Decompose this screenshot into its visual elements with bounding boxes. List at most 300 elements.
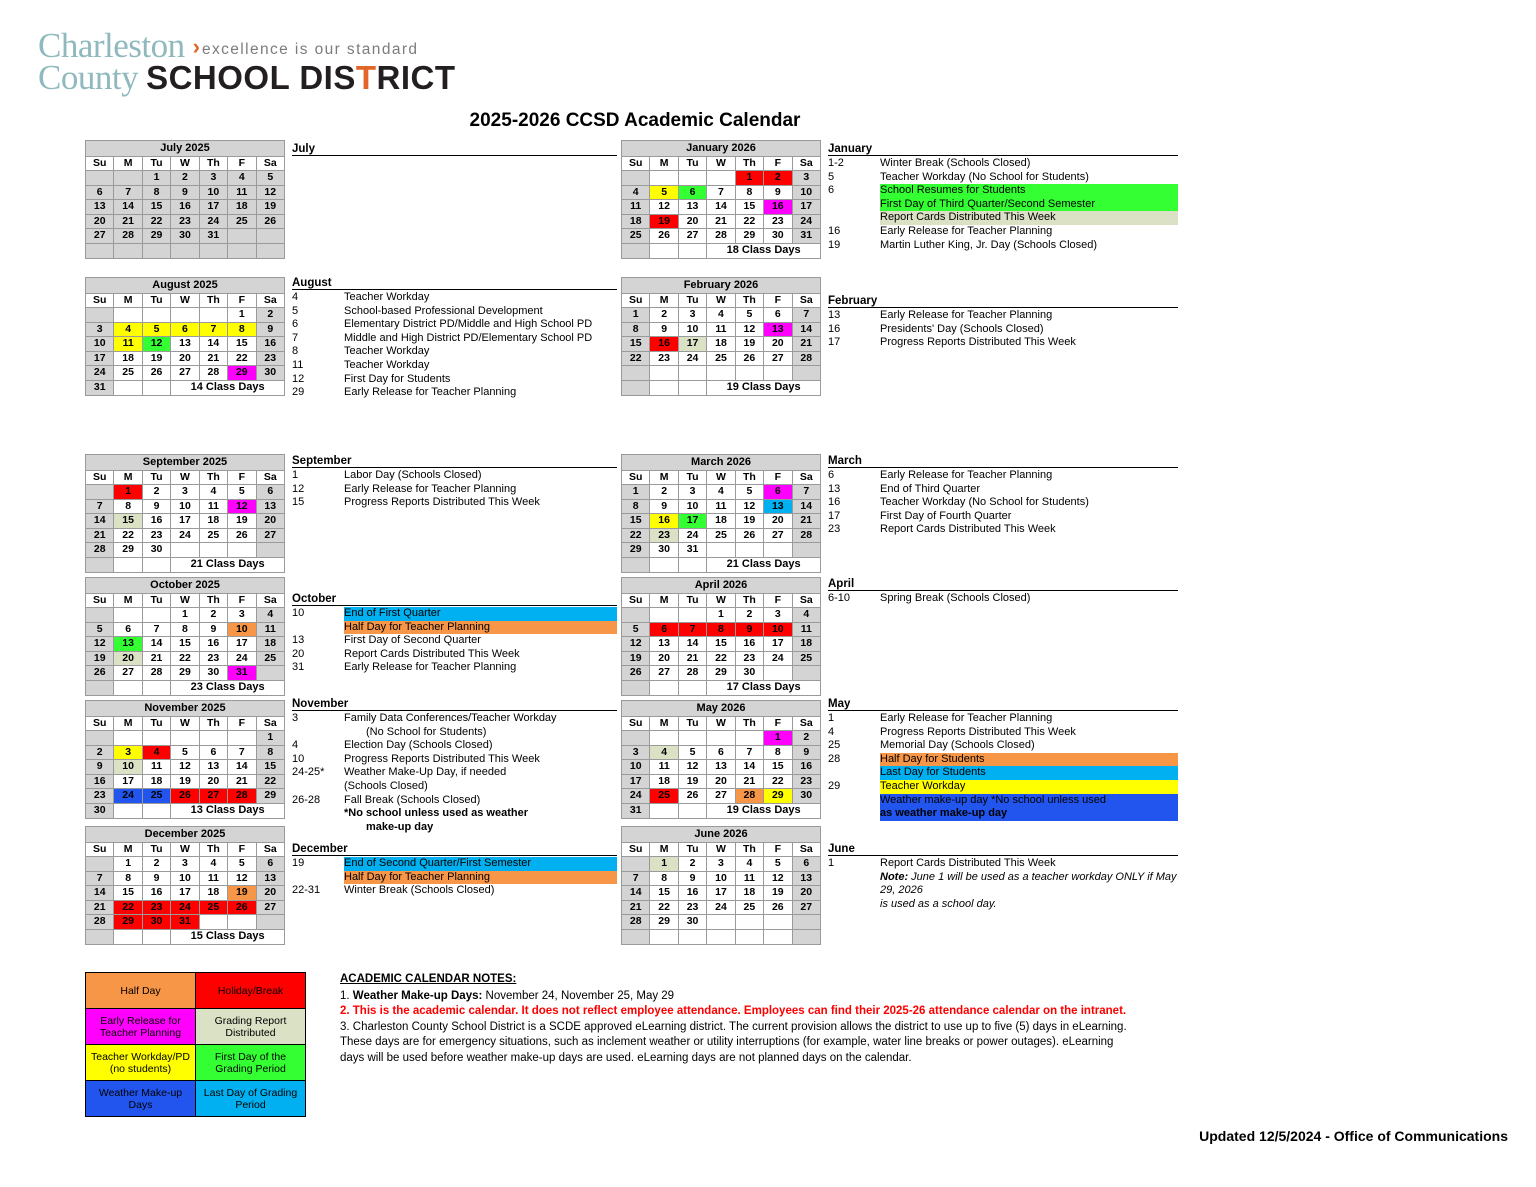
day-cell[interactable]: 26 xyxy=(256,214,284,229)
day-cell[interactable]: 28 xyxy=(86,543,114,558)
day-cell[interactable]: 25 xyxy=(199,900,227,915)
day-cell[interactable]: 25 xyxy=(228,214,256,229)
day-cell[interactable]: 26 xyxy=(650,229,678,244)
day-cell[interactable]: 10 xyxy=(228,622,256,637)
day-cell[interactable]: 21 xyxy=(735,774,763,789)
day-cell[interactable]: 16 xyxy=(142,514,170,529)
day-cell[interactable]: 1 xyxy=(114,857,142,872)
day-cell[interactable]: 24 xyxy=(171,900,199,915)
day-cell[interactable]: 11 xyxy=(707,322,735,337)
day-cell[interactable]: 7 xyxy=(622,871,650,886)
day-cell[interactable]: 30 xyxy=(256,366,284,381)
day-cell[interactable]: 10 xyxy=(171,871,199,886)
day-cell[interactable]: 14 xyxy=(228,760,256,775)
day-cell[interactable]: 4 xyxy=(707,308,735,323)
day-cell[interactable]: 9 xyxy=(142,871,170,886)
day-cell[interactable]: 28 xyxy=(199,366,227,381)
day-cell[interactable]: 27 xyxy=(792,900,820,915)
day-cell[interactable]: 29 xyxy=(114,915,142,930)
day-cell[interactable]: 8 xyxy=(764,745,792,760)
day-cell[interactable]: 11 xyxy=(792,622,820,637)
day-cell[interactable]: 20 xyxy=(792,886,820,901)
day-cell[interactable]: 21 xyxy=(228,774,256,789)
day-cell[interactable]: 26 xyxy=(228,900,256,915)
day-cell[interactable]: 24 xyxy=(707,900,735,915)
day-cell[interactable]: 3 xyxy=(171,857,199,872)
day-cell[interactable]: 19 xyxy=(171,774,199,789)
day-cell[interactable]: 1 xyxy=(735,171,763,186)
day-cell[interactable]: 16 xyxy=(792,760,820,775)
day-cell[interactable]: 13 xyxy=(707,760,735,775)
day-cell[interactable]: 5 xyxy=(228,857,256,872)
day-cell[interactable]: 9 xyxy=(142,499,170,514)
day-cell[interactable]: 20 xyxy=(764,337,792,352)
day-cell[interactable]: 8 xyxy=(228,322,256,337)
day-cell[interactable]: 17 xyxy=(622,774,650,789)
day-cell[interactable]: 26 xyxy=(735,351,763,366)
day-cell[interactable]: 28 xyxy=(228,789,256,804)
day-cell[interactable]: 20 xyxy=(199,774,227,789)
day-cell[interactable]: 7 xyxy=(199,322,227,337)
day-cell[interactable]: 2 xyxy=(678,857,706,872)
day-cell[interactable]: 11 xyxy=(114,337,142,352)
day-cell[interactable]: 13 xyxy=(650,637,678,652)
day-cell[interactable]: 8 xyxy=(622,499,650,514)
day-cell[interactable]: 25 xyxy=(256,651,284,666)
day-cell[interactable]: 22 xyxy=(735,214,763,229)
day-cell[interactable]: 15 xyxy=(114,514,142,529)
day-cell[interactable]: 28 xyxy=(86,915,114,930)
day-cell[interactable]: 2 xyxy=(650,485,678,500)
day-cell[interactable]: 14 xyxy=(86,514,114,529)
day-cell[interactable]: 21 xyxy=(114,214,142,229)
day-cell[interactable]: 30 xyxy=(678,915,706,930)
day-cell[interactable]: 26 xyxy=(171,789,199,804)
day-cell[interactable]: 27 xyxy=(256,900,284,915)
day-cell[interactable]: 10 xyxy=(171,499,199,514)
day-cell[interactable]: 22 xyxy=(764,774,792,789)
day-cell[interactable]: 25 xyxy=(707,351,735,366)
day-cell[interactable]: 30 xyxy=(199,666,227,681)
day-cell[interactable]: 22 xyxy=(622,351,650,366)
day-cell[interactable]: 27 xyxy=(114,666,142,681)
day-cell[interactable]: 22 xyxy=(114,528,142,543)
day-cell[interactable]: 6 xyxy=(86,185,114,200)
day-cell[interactable]: 7 xyxy=(86,499,114,514)
day-cell[interactable]: 29 xyxy=(114,543,142,558)
day-cell[interactable]: 5 xyxy=(256,171,284,186)
day-cell[interactable]: 11 xyxy=(735,871,763,886)
day-cell[interactable]: 7 xyxy=(142,622,170,637)
day-cell[interactable]: 21 xyxy=(707,214,735,229)
day-cell[interactable]: 3 xyxy=(678,485,706,500)
day-cell[interactable]: 22 xyxy=(142,214,170,229)
day-cell[interactable]: 3 xyxy=(764,608,792,623)
day-cell[interactable]: 12 xyxy=(228,871,256,886)
day-cell[interactable]: 18 xyxy=(256,637,284,652)
day-cell[interactable]: 23 xyxy=(256,351,284,366)
day-cell[interactable]: 23 xyxy=(171,214,199,229)
day-cell[interactable]: 10 xyxy=(199,185,227,200)
day-cell[interactable]: 21 xyxy=(86,900,114,915)
day-cell[interactable]: 16 xyxy=(735,637,763,652)
day-cell[interactable]: 19 xyxy=(735,514,763,529)
day-cell[interactable]: 7 xyxy=(228,745,256,760)
day-cell[interactable]: 16 xyxy=(650,514,678,529)
day-cell[interactable]: 23 xyxy=(735,651,763,666)
day-cell[interactable]: 26 xyxy=(142,366,170,381)
day-cell[interactable]: 6 xyxy=(114,622,142,637)
day-cell[interactable]: 2 xyxy=(86,745,114,760)
day-cell[interactable]: 25 xyxy=(622,229,650,244)
day-cell[interactable]: 1 xyxy=(114,485,142,500)
day-cell[interactable]: 17 xyxy=(678,337,706,352)
day-cell[interactable]: 1 xyxy=(764,731,792,746)
day-cell[interactable]: 18 xyxy=(650,774,678,789)
day-cell[interactable]: 13 xyxy=(256,499,284,514)
day-cell[interactable]: 6 xyxy=(764,308,792,323)
day-cell[interactable]: 12 xyxy=(228,499,256,514)
day-cell[interactable]: 14 xyxy=(678,637,706,652)
day-cell[interactable]: 17 xyxy=(171,514,199,529)
day-cell[interactable]: 21 xyxy=(678,651,706,666)
day-cell[interactable]: 12 xyxy=(735,499,763,514)
day-cell[interactable]: 8 xyxy=(707,622,735,637)
day-cell[interactable]: 6 xyxy=(678,185,706,200)
day-cell[interactable]: 23 xyxy=(650,351,678,366)
day-cell[interactable]: 5 xyxy=(650,185,678,200)
day-cell[interactable]: 22 xyxy=(171,651,199,666)
day-cell[interactable]: 17 xyxy=(114,774,142,789)
day-cell[interactable]: 13 xyxy=(764,322,792,337)
day-cell[interactable]: 24 xyxy=(678,351,706,366)
day-cell[interactable]: 16 xyxy=(199,637,227,652)
day-cell[interactable]: 28 xyxy=(792,528,820,543)
day-cell[interactable]: 9 xyxy=(678,871,706,886)
day-cell[interactable]: 19 xyxy=(764,886,792,901)
day-cell[interactable]: 16 xyxy=(256,337,284,352)
day-cell[interactable]: 22 xyxy=(228,351,256,366)
day-cell[interactable]: 20 xyxy=(114,651,142,666)
day-cell[interactable]: 5 xyxy=(622,622,650,637)
day-cell[interactable]: 3 xyxy=(86,322,114,337)
day-cell[interactable]: 14 xyxy=(792,499,820,514)
day-cell[interactable]: 4 xyxy=(114,322,142,337)
day-cell[interactable]: 14 xyxy=(114,200,142,215)
day-cell[interactable]: 11 xyxy=(199,871,227,886)
day-cell[interactable]: 31 xyxy=(171,915,199,930)
day-cell[interactable]: 18 xyxy=(707,514,735,529)
day-cell[interactable]: 2 xyxy=(256,308,284,323)
day-cell[interactable]: 29 xyxy=(622,543,650,558)
day-cell[interactable]: 5 xyxy=(86,622,114,637)
day-cell[interactable]: 11 xyxy=(650,760,678,775)
day-cell[interactable]: 11 xyxy=(142,760,170,775)
day-cell[interactable]: 2 xyxy=(735,608,763,623)
day-cell[interactable]: 24 xyxy=(622,789,650,804)
day-cell[interactable]: 28 xyxy=(792,351,820,366)
day-cell[interactable]: 27 xyxy=(171,366,199,381)
day-cell[interactable]: 20 xyxy=(86,214,114,229)
day-cell[interactable]: 24 xyxy=(86,366,114,381)
day-cell[interactable]: 12 xyxy=(171,760,199,775)
day-cell[interactable]: 28 xyxy=(142,666,170,681)
day-cell[interactable]: 23 xyxy=(764,214,792,229)
day-cell[interactable]: 23 xyxy=(792,774,820,789)
day-cell[interactable]: 22 xyxy=(114,900,142,915)
day-cell[interactable]: 1 xyxy=(256,731,284,746)
day-cell[interactable]: 1 xyxy=(650,857,678,872)
day-cell[interactable]: 5 xyxy=(228,485,256,500)
day-cell[interactable]: 26 xyxy=(735,528,763,543)
day-cell[interactable]: 19 xyxy=(735,337,763,352)
day-cell[interactable]: 13 xyxy=(792,871,820,886)
day-cell[interactable]: 17 xyxy=(199,200,227,215)
day-cell[interactable]: 6 xyxy=(256,857,284,872)
day-cell[interactable]: 4 xyxy=(707,485,735,500)
day-cell[interactable]: 4 xyxy=(622,185,650,200)
day-cell[interactable]: 25 xyxy=(114,366,142,381)
day-cell[interactable]: 9 xyxy=(256,322,284,337)
day-cell[interactable]: 21 xyxy=(792,337,820,352)
day-cell[interactable]: 17 xyxy=(171,886,199,901)
day-cell[interactable]: 23 xyxy=(86,789,114,804)
day-cell[interactable]: 12 xyxy=(764,871,792,886)
day-cell[interactable]: 4 xyxy=(256,608,284,623)
day-cell[interactable]: 29 xyxy=(707,666,735,681)
day-cell[interactable]: 11 xyxy=(199,499,227,514)
day-cell[interactable]: 8 xyxy=(114,499,142,514)
day-cell[interactable]: 15 xyxy=(650,886,678,901)
day-cell[interactable]: 19 xyxy=(142,351,170,366)
day-cell[interactable]: 23 xyxy=(650,528,678,543)
day-cell[interactable]: 16 xyxy=(678,886,706,901)
day-cell[interactable]: 25 xyxy=(199,528,227,543)
day-cell[interactable]: 19 xyxy=(650,214,678,229)
day-cell[interactable]: 30 xyxy=(650,543,678,558)
day-cell[interactable]: 19 xyxy=(678,774,706,789)
day-cell[interactable]: 18 xyxy=(228,200,256,215)
day-cell[interactable]: 1 xyxy=(622,308,650,323)
day-cell[interactable]: 19 xyxy=(256,200,284,215)
day-cell[interactable]: 12 xyxy=(735,322,763,337)
day-cell[interactable]: 28 xyxy=(678,666,706,681)
day-cell[interactable]: 13 xyxy=(256,871,284,886)
day-cell[interactable]: 9 xyxy=(764,185,792,200)
day-cell[interactable]: 31 xyxy=(228,666,256,681)
day-cell[interactable]: 15 xyxy=(256,760,284,775)
day-cell[interactable]: 21 xyxy=(86,528,114,543)
day-cell[interactable]: 17 xyxy=(228,637,256,652)
day-cell[interactable]: 18 xyxy=(199,514,227,529)
day-cell[interactable]: 15 xyxy=(228,337,256,352)
day-cell[interactable]: 30 xyxy=(792,789,820,804)
day-cell[interactable]: 25 xyxy=(142,789,170,804)
day-cell[interactable]: 14 xyxy=(735,760,763,775)
day-cell[interactable]: 9 xyxy=(199,622,227,637)
day-cell[interactable]: 27 xyxy=(707,789,735,804)
day-cell[interactable]: 18 xyxy=(114,351,142,366)
day-cell[interactable]: 20 xyxy=(171,351,199,366)
day-cell[interactable]: 28 xyxy=(735,789,763,804)
day-cell[interactable]: 6 xyxy=(650,622,678,637)
day-cell[interactable]: 17 xyxy=(792,200,820,215)
day-cell[interactable]: 6 xyxy=(764,485,792,500)
day-cell[interactable]: 30 xyxy=(142,543,170,558)
day-cell[interactable]: 26 xyxy=(228,528,256,543)
day-cell[interactable]: 22 xyxy=(650,900,678,915)
day-cell[interactable]: 4 xyxy=(199,485,227,500)
day-cell[interactable]: 11 xyxy=(256,622,284,637)
day-cell[interactable]: 21 xyxy=(622,900,650,915)
day-cell[interactable]: 27 xyxy=(86,229,114,244)
day-cell[interactable]: 5 xyxy=(678,745,706,760)
day-cell[interactable]: 8 xyxy=(735,185,763,200)
day-cell[interactable]: 10 xyxy=(678,322,706,337)
day-cell[interactable]: 24 xyxy=(678,528,706,543)
day-cell[interactable]: 18 xyxy=(199,886,227,901)
day-cell[interactable]: 12 xyxy=(650,200,678,215)
day-cell[interactable]: 2 xyxy=(792,731,820,746)
day-cell[interactable]: 13 xyxy=(678,200,706,215)
day-cell[interactable]: 24 xyxy=(228,651,256,666)
day-cell[interactable]: 18 xyxy=(142,774,170,789)
day-cell[interactable]: 25 xyxy=(792,651,820,666)
day-cell[interactable]: 24 xyxy=(764,651,792,666)
day-cell[interactable]: 6 xyxy=(171,322,199,337)
day-cell[interactable]: 30 xyxy=(86,804,114,819)
day-cell[interactable]: 21 xyxy=(142,651,170,666)
day-cell[interactable]: 15 xyxy=(114,886,142,901)
day-cell[interactable]: 7 xyxy=(678,622,706,637)
day-cell[interactable]: 26 xyxy=(622,666,650,681)
day-cell[interactable]: 10 xyxy=(792,185,820,200)
day-cell[interactable]: 18 xyxy=(707,337,735,352)
day-cell[interactable]: 3 xyxy=(707,857,735,872)
day-cell[interactable]: 17 xyxy=(764,637,792,652)
day-cell[interactable]: 12 xyxy=(86,637,114,652)
day-cell[interactable]: 1 xyxy=(707,608,735,623)
day-cell[interactable]: 27 xyxy=(650,666,678,681)
day-cell[interactable]: 4 xyxy=(142,745,170,760)
day-cell[interactable]: 8 xyxy=(622,322,650,337)
day-cell[interactable]: 3 xyxy=(228,608,256,623)
day-cell[interactable]: 18 xyxy=(792,637,820,652)
day-cell[interactable]: 3 xyxy=(171,485,199,500)
day-cell[interactable]: 16 xyxy=(650,337,678,352)
day-cell[interactable]: 7 xyxy=(707,185,735,200)
day-cell[interactable]: 18 xyxy=(622,214,650,229)
day-cell[interactable]: 16 xyxy=(142,886,170,901)
day-cell[interactable]: 7 xyxy=(114,185,142,200)
day-cell[interactable]: 9 xyxy=(171,185,199,200)
day-cell[interactable]: 3 xyxy=(792,171,820,186)
day-cell[interactable]: 26 xyxy=(678,789,706,804)
day-cell[interactable]: 2 xyxy=(764,171,792,186)
day-cell[interactable]: 3 xyxy=(622,745,650,760)
day-cell[interactable]: 12 xyxy=(256,185,284,200)
day-cell[interactable]: 10 xyxy=(678,499,706,514)
day-cell[interactable]: 15 xyxy=(764,760,792,775)
day-cell[interactable]: 8 xyxy=(171,622,199,637)
day-cell[interactable]: 7 xyxy=(735,745,763,760)
day-cell[interactable]: 31 xyxy=(86,381,114,396)
day-cell[interactable]: 12 xyxy=(622,637,650,652)
day-cell[interactable]: 26 xyxy=(86,666,114,681)
day-cell[interactable]: 23 xyxy=(142,528,170,543)
day-cell[interactable]: 27 xyxy=(199,789,227,804)
day-cell[interactable]: 14 xyxy=(622,886,650,901)
day-cell[interactable]: 1 xyxy=(171,608,199,623)
day-cell[interactable]: 1 xyxy=(142,171,170,186)
day-cell[interactable]: 28 xyxy=(622,915,650,930)
day-cell[interactable]: 25 xyxy=(735,900,763,915)
day-cell[interactable]: 15 xyxy=(707,637,735,652)
day-cell[interactable]: 10 xyxy=(622,760,650,775)
day-cell[interactable]: 24 xyxy=(114,789,142,804)
day-cell[interactable]: 19 xyxy=(228,514,256,529)
day-cell[interactable]: 29 xyxy=(764,789,792,804)
day-cell[interactable]: 20 xyxy=(256,886,284,901)
day-cell[interactable]: 5 xyxy=(735,308,763,323)
day-cell[interactable]: 29 xyxy=(256,789,284,804)
day-cell[interactable]: 4 xyxy=(735,857,763,872)
day-cell[interactable]: 2 xyxy=(142,857,170,872)
day-cell[interactable]: 9 xyxy=(735,622,763,637)
day-cell[interactable]: 29 xyxy=(650,915,678,930)
day-cell[interactable]: 2 xyxy=(199,608,227,623)
day-cell[interactable]: 13 xyxy=(199,760,227,775)
day-cell[interactable]: 5 xyxy=(735,485,763,500)
day-cell[interactable]: 9 xyxy=(650,499,678,514)
day-cell[interactable]: 11 xyxy=(707,499,735,514)
day-cell[interactable]: 14 xyxy=(792,322,820,337)
day-cell[interactable]: 14 xyxy=(199,337,227,352)
day-cell[interactable]: 8 xyxy=(114,871,142,886)
day-cell[interactable]: 29 xyxy=(171,666,199,681)
day-cell[interactable]: 8 xyxy=(256,745,284,760)
day-cell[interactable]: 20 xyxy=(650,651,678,666)
day-cell[interactable]: 19 xyxy=(228,886,256,901)
day-cell[interactable]: 17 xyxy=(678,514,706,529)
day-cell[interactable]: 13 xyxy=(86,200,114,215)
day-cell[interactable]: 24 xyxy=(792,214,820,229)
day-cell[interactable]: 27 xyxy=(678,229,706,244)
day-cell[interactable]: 11 xyxy=(622,200,650,215)
day-cell[interactable]: 22 xyxy=(707,651,735,666)
day-cell[interactable]: 22 xyxy=(622,528,650,543)
day-cell[interactable]: 5 xyxy=(764,857,792,872)
day-cell[interactable]: 7 xyxy=(86,871,114,886)
day-cell[interactable]: 31 xyxy=(792,229,820,244)
day-cell[interactable]: 2 xyxy=(171,171,199,186)
day-cell[interactable]: 6 xyxy=(199,745,227,760)
day-cell[interactable]: 31 xyxy=(199,229,227,244)
day-cell[interactable]: 18 xyxy=(735,886,763,901)
day-cell[interactable]: 7 xyxy=(792,308,820,323)
day-cell[interactable]: 20 xyxy=(707,774,735,789)
day-cell[interactable]: 15 xyxy=(735,200,763,215)
day-cell[interactable]: 9 xyxy=(650,322,678,337)
day-cell[interactable]: 3 xyxy=(114,745,142,760)
day-cell[interactable]: 1 xyxy=(622,485,650,500)
day-cell[interactable]: 31 xyxy=(678,543,706,558)
day-cell[interactable]: 10 xyxy=(86,337,114,352)
day-cell[interactable]: 29 xyxy=(735,229,763,244)
day-cell[interactable]: 22 xyxy=(256,774,284,789)
day-cell[interactable]: 16 xyxy=(86,774,114,789)
day-cell[interactable]: 7 xyxy=(792,485,820,500)
